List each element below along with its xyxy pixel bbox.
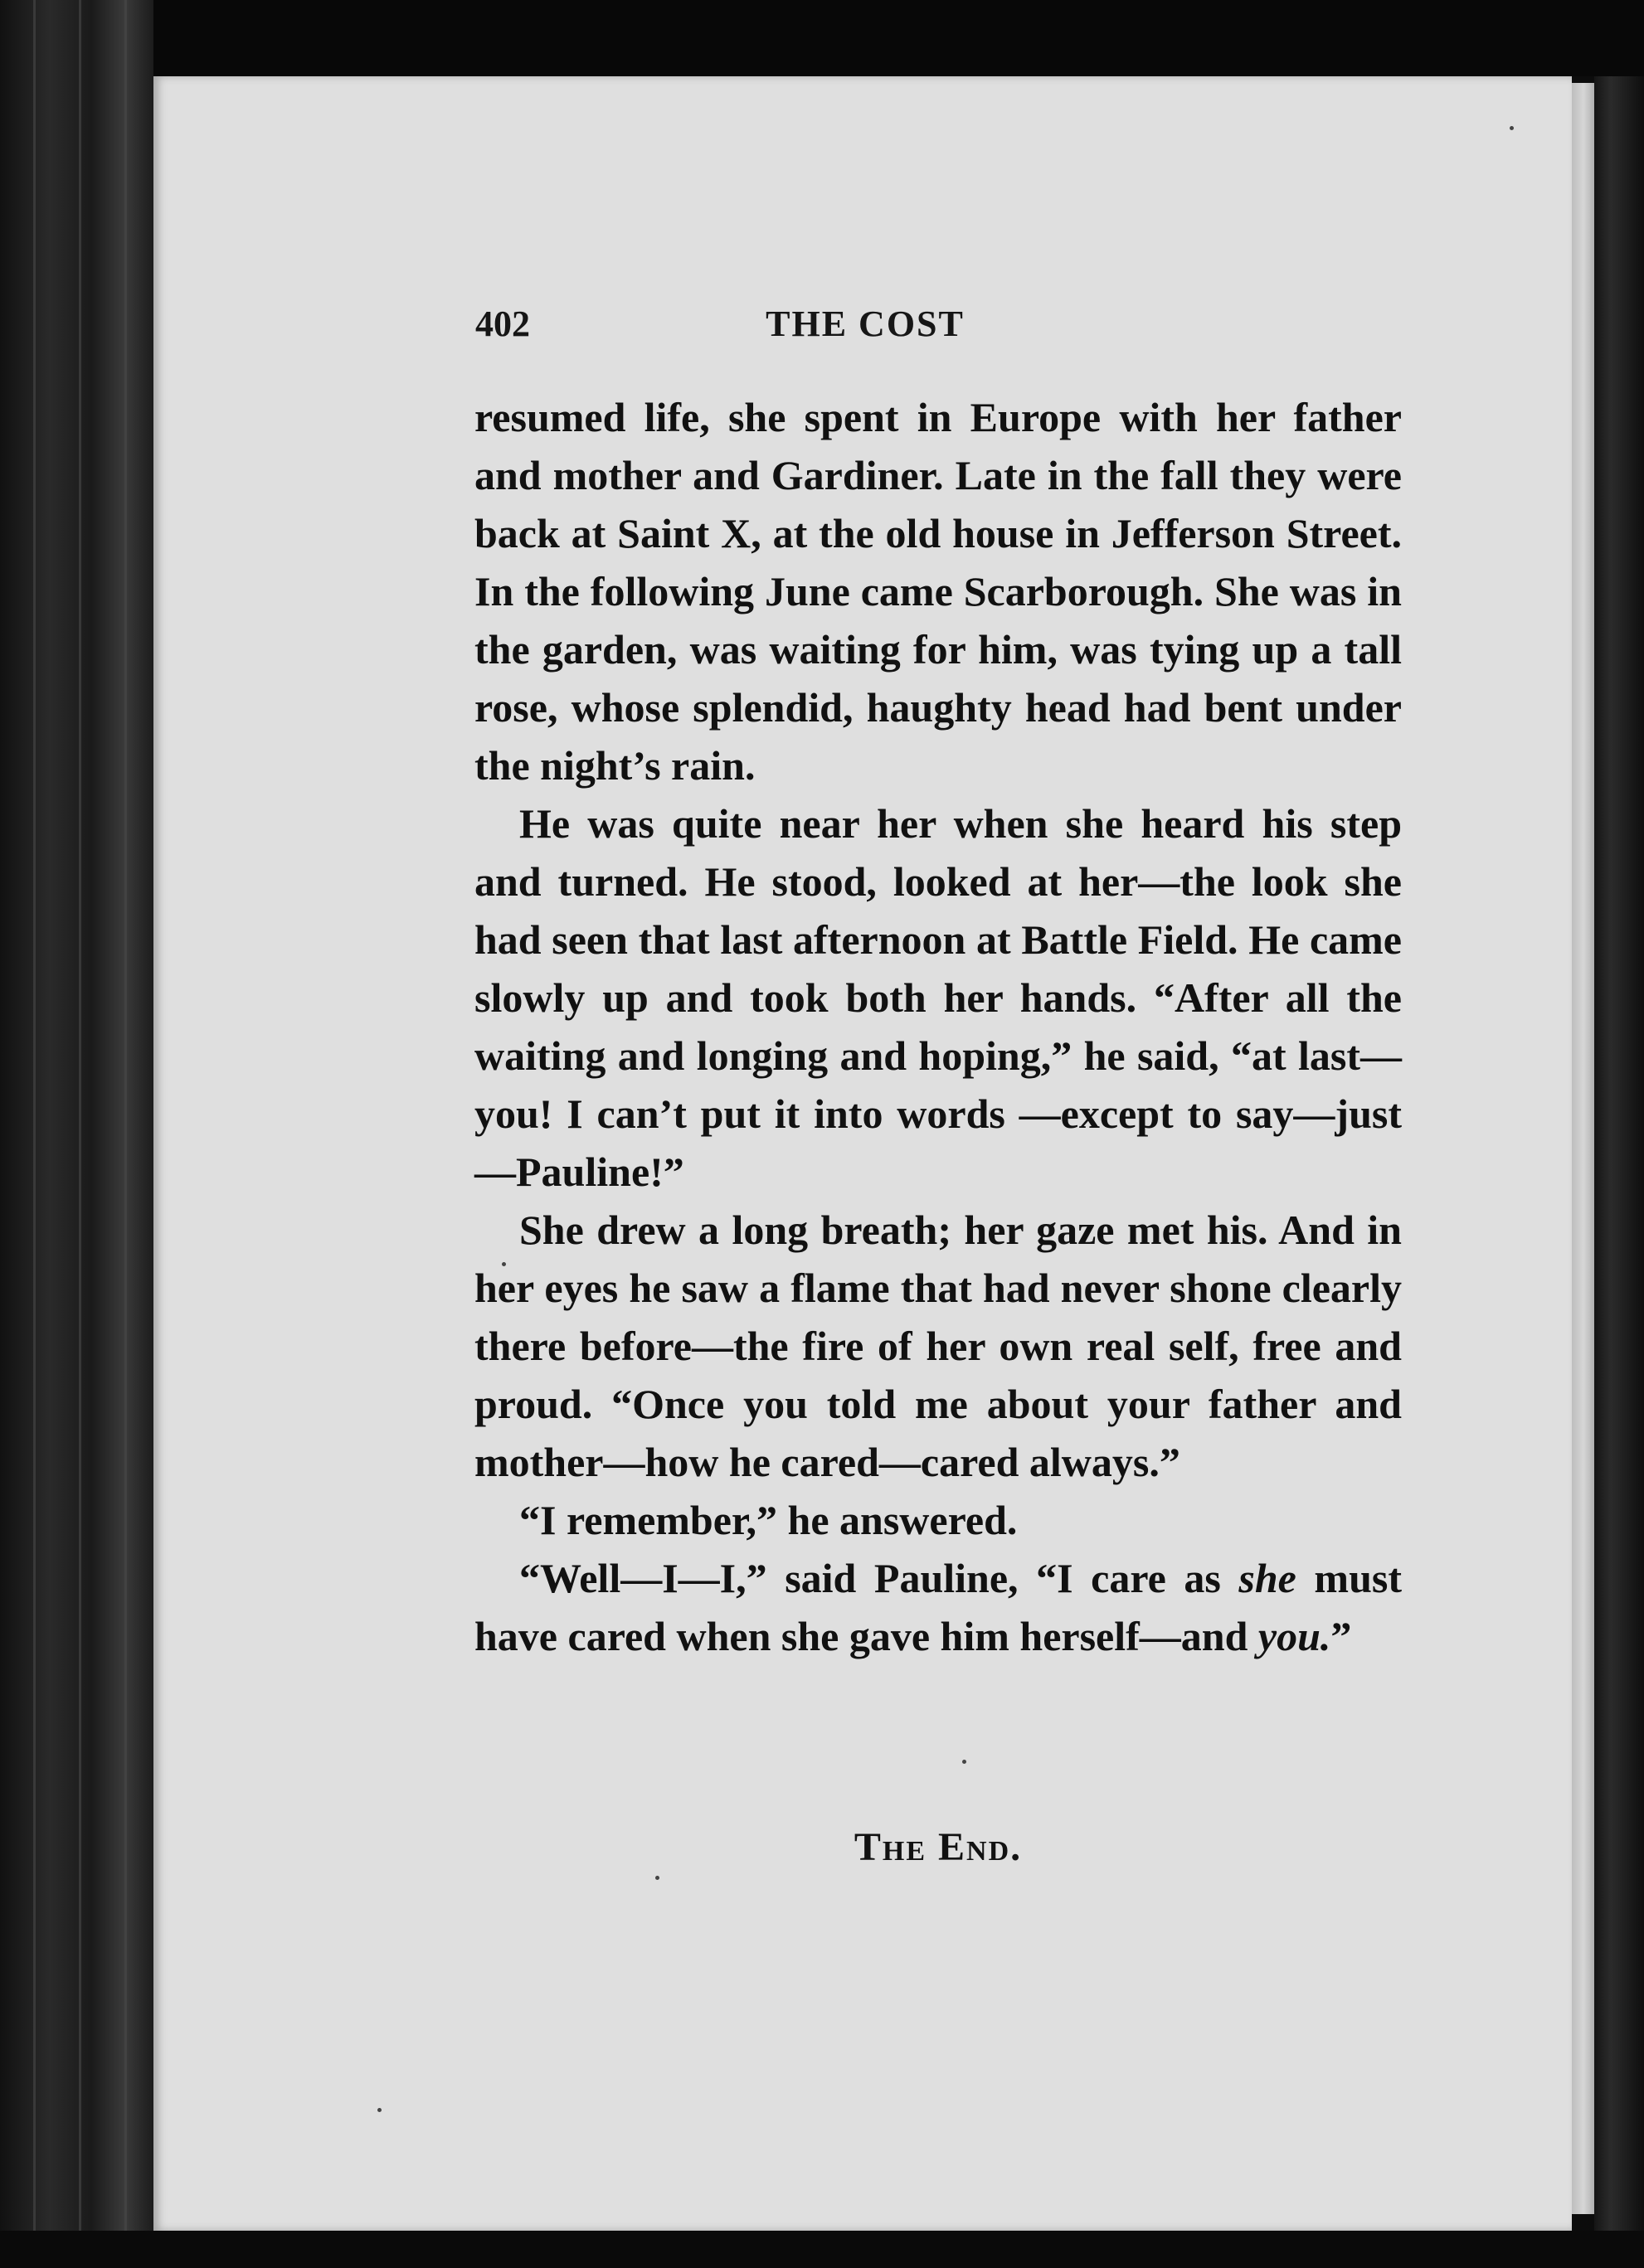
scan-bottom-border (0, 2231, 1644, 2268)
paragraph: He was quite near her when she heard his step and turned. He stood, looked at her—the look she had seen that last afternoon at Battle Field. He came slowly up and took both her hands. “After all the waiting and longing and hoping,” he said, “at last—you! I can’t put it into words —except to say—just—Pauline!” (474, 800, 1402, 1195)
paragraph: She drew a long breath; her gaze met his. And in her eyes he saw a flame that had never shone clearly there before—the fire of her own real self, free and proud. “Once you told me about your father and mother—how he cared—cared always.” (474, 1207, 1402, 1485)
page-number: 402 (475, 304, 530, 344)
page-header (322, 299, 1408, 357)
emphasis: you. (1257, 1613, 1331, 1659)
paper-speck (655, 1876, 659, 1880)
text-run: “Well—I—I,” said Pauline, “I care as (519, 1555, 1239, 1601)
body-text (474, 388, 1402, 1665)
paragraph (474, 1549, 1402, 1665)
spine-stripe (124, 0, 127, 2268)
spine-stripe (79, 0, 81, 2268)
paper-speck (962, 1760, 966, 1764)
paper-speck (1510, 126, 1514, 130)
paper-speck (377, 2108, 382, 2112)
scan-top-border (0, 0, 1644, 76)
paragraph: resumed life, she spent in Europe with her father and mother and Gardiner. Late in the fall they were back at Saint X, at the old house in Jefferson Street. In the following June came Scarborough. She was in the garden, was waiting for him, was tying up a tall rose, whose splendid, haughty head had bent under the night’s rain. (474, 394, 1402, 789)
text-run: must have cared when she gave him herself—and (474, 1555, 1402, 1659)
paragraph: “I remember,” he answered. (519, 1497, 1018, 1543)
the-end: The End. (854, 1825, 1023, 1869)
text-run: ” (1330, 1613, 1352, 1659)
spine-stripe (33, 0, 36, 2268)
book-spine-edge (0, 0, 153, 2268)
scan-right-border (1594, 76, 1644, 2268)
running-head: THE COST (766, 304, 965, 344)
emphasis: she (1238, 1555, 1296, 1601)
